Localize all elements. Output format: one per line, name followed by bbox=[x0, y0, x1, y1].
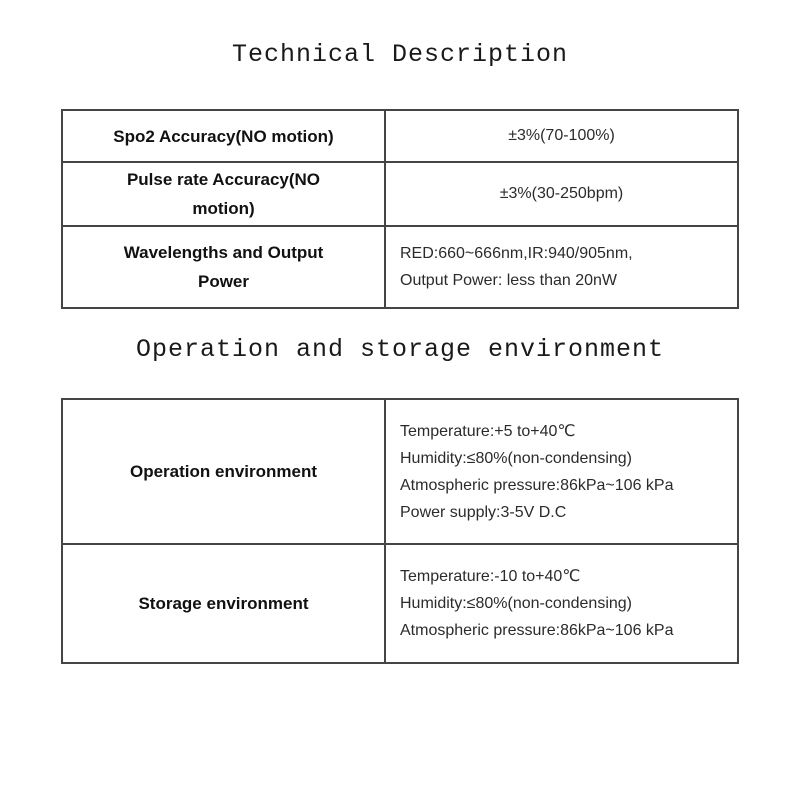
row-label: Operation environment bbox=[63, 400, 386, 543]
row-value bbox=[386, 545, 737, 662]
value-line: Output Power: less than 20nW bbox=[400, 272, 617, 289]
table-row bbox=[63, 400, 737, 543]
row-value: ±3%(30-250bpm) bbox=[499, 185, 624, 202]
value-line: Humidity:≤80%(non-condensing) bbox=[400, 595, 633, 612]
row-label: Wavelengths and Output Power bbox=[63, 227, 386, 307]
value-line: Power supply:3-5V D.C bbox=[400, 503, 567, 521]
row-value bbox=[386, 227, 737, 307]
row-value: ±3%(70-100%) bbox=[508, 127, 615, 144]
value-line: Temperature:-10 to+40℃ bbox=[400, 568, 581, 585]
table-row bbox=[63, 161, 737, 225]
page-title: Technical Description bbox=[231, 40, 569, 69]
value-line: Atmospheric pressure:86kPa~106 kPa bbox=[400, 622, 674, 639]
environment-table bbox=[61, 398, 739, 664]
value-line: Humidity:≤80%(non-condensing) bbox=[400, 449, 633, 467]
table-row bbox=[63, 225, 737, 307]
table-row bbox=[63, 111, 737, 161]
value-line: RED:660~666nm,IR:940/905nm, bbox=[400, 245, 633, 262]
section-title: Operation and storage environment bbox=[135, 335, 665, 364]
value-line: Temperature:+5 to+40℃ bbox=[400, 422, 576, 440]
technical-table bbox=[61, 109, 739, 309]
row-label: Spo2 Accuracy(NO motion) bbox=[63, 111, 386, 161]
value-line: Atmospheric pressure:86kPa~106 kPa bbox=[400, 476, 674, 494]
row-value bbox=[386, 400, 737, 543]
row-label: Pulse rate Accuracy(NO motion) bbox=[63, 163, 386, 225]
row-label: Storage environment bbox=[63, 545, 386, 662]
table-row bbox=[63, 543, 737, 662]
